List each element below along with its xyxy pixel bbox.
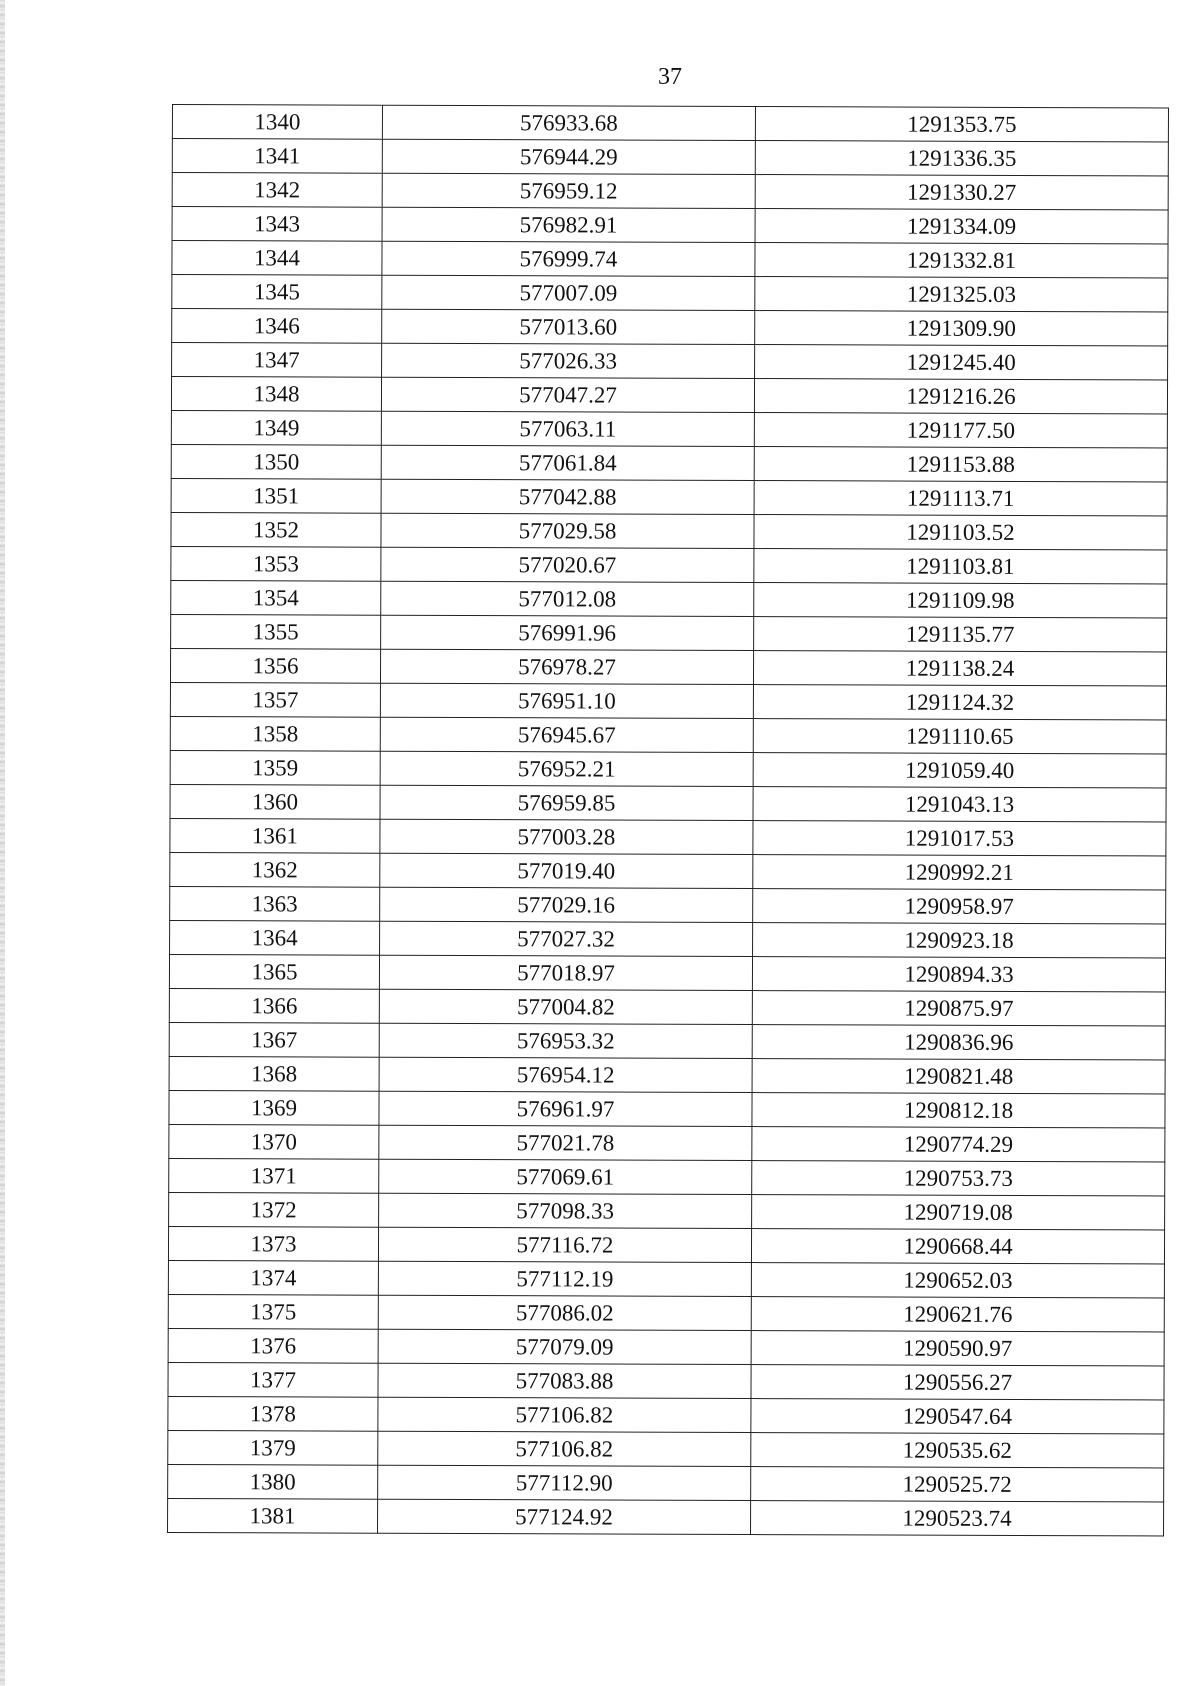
x-coordinate-cell: 577019.40 — [380, 853, 753, 888]
x-coordinate-cell: 577112.90 — [378, 1465, 751, 1500]
x-coordinate-cell: 577012.08 — [381, 581, 754, 616]
point-number-cell: 1378 — [168, 1396, 378, 1431]
point-number-cell: 1358 — [170, 716, 380, 751]
x-coordinate-cell: 576999.74 — [382, 241, 755, 276]
point-number-cell: 1357 — [170, 682, 380, 717]
table-row — [170, 920, 1166, 957]
x-coordinate-cell: 577007.09 — [382, 275, 755, 310]
point-number-cell: 1376 — [168, 1328, 378, 1363]
table-row — [170, 750, 1166, 787]
x-coordinate-cell: 576951.10 — [380, 683, 753, 718]
x-coordinate-cell: 577061.84 — [381, 445, 754, 480]
x-coordinate-cell: 577079.09 — [378, 1329, 751, 1364]
y-coordinate-cell: 1291245.40 — [755, 345, 1168, 380]
table-row — [170, 818, 1166, 855]
y-coordinate-cell: 1291103.52 — [754, 515, 1167, 550]
table-row — [169, 1022, 1165, 1059]
x-coordinate-cell: 577027.32 — [380, 921, 753, 956]
table-row — [169, 1124, 1165, 1161]
y-coordinate-cell: 1290547.64 — [751, 1399, 1164, 1434]
x-coordinate-cell: 577106.82 — [378, 1431, 751, 1466]
table-row — [169, 988, 1165, 1025]
point-number-cell: 1341 — [172, 139, 382, 174]
y-coordinate-cell: 1291177.50 — [754, 413, 1167, 448]
point-number-cell: 1369 — [169, 1090, 379, 1125]
point-number-cell: 1360 — [170, 784, 380, 819]
point-number-cell: 1348 — [171, 377, 381, 412]
x-coordinate-cell: 577013.60 — [382, 309, 755, 344]
y-coordinate-cell: 1291336.35 — [755, 141, 1168, 176]
point-number-cell: 1374 — [168, 1260, 378, 1295]
table-row — [169, 1090, 1165, 1127]
table-row — [168, 1260, 1164, 1297]
point-number-cell: 1355 — [171, 614, 381, 649]
y-coordinate-cell: 1290875.97 — [752, 991, 1165, 1026]
point-number-cell: 1353 — [171, 546, 381, 581]
y-coordinate-cell: 1291332.81 — [755, 243, 1168, 278]
table-row — [169, 1056, 1165, 1093]
y-coordinate-cell: 1290668.44 — [751, 1229, 1164, 1264]
scan-edge — [0, 0, 5, 1686]
point-number-cell: 1344 — [172, 241, 382, 276]
point-number-cell: 1375 — [168, 1294, 378, 1329]
table-row — [168, 1430, 1164, 1467]
x-coordinate-cell: 577124.92 — [378, 1499, 751, 1534]
point-number-cell: 1370 — [169, 1124, 379, 1159]
y-coordinate-cell: 1290923.18 — [753, 923, 1166, 958]
x-coordinate-cell: 576959.85 — [380, 785, 753, 820]
x-coordinate-cell: 576952.21 — [380, 751, 753, 786]
table-row — [172, 343, 1168, 380]
y-coordinate-cell: 1291334.09 — [755, 209, 1168, 244]
table-row — [170, 852, 1166, 889]
table-row — [171, 410, 1167, 447]
point-number-cell: 1361 — [170, 818, 380, 853]
point-number-cell: 1340 — [172, 105, 382, 140]
y-coordinate-cell: 1290753.73 — [752, 1161, 1165, 1196]
x-coordinate-cell: 577106.82 — [378, 1397, 751, 1432]
y-coordinate-cell: 1290523.74 — [751, 1501, 1164, 1536]
table-row — [170, 886, 1166, 923]
point-number-cell: 1346 — [172, 309, 382, 344]
x-coordinate-cell: 577004.82 — [379, 989, 752, 1024]
point-number-cell: 1343 — [172, 207, 382, 242]
x-coordinate-cell: 576945.67 — [380, 717, 753, 752]
y-coordinate-cell: 1291110.65 — [753, 719, 1166, 754]
y-coordinate-cell: 1290812.18 — [752, 1093, 1165, 1128]
table-row — [171, 512, 1167, 549]
x-coordinate-cell: 577069.61 — [379, 1159, 752, 1194]
table-row — [170, 716, 1166, 753]
table-row — [171, 377, 1167, 414]
x-coordinate-cell: 577086.02 — [378, 1295, 751, 1330]
y-coordinate-cell: 1291059.40 — [753, 753, 1166, 788]
table-row — [169, 1192, 1165, 1229]
table-row — [171, 614, 1167, 651]
point-number-cell: 1377 — [168, 1362, 378, 1397]
table-row — [168, 1464, 1164, 1501]
point-number-cell: 1371 — [169, 1158, 379, 1193]
x-coordinate-cell: 577029.58 — [381, 513, 754, 548]
point-number-cell: 1362 — [170, 852, 380, 887]
x-coordinate-cell: 577029.16 — [380, 887, 753, 922]
x-coordinate-cell: 577020.67 — [381, 547, 754, 582]
y-coordinate-cell: 1290525.72 — [751, 1467, 1164, 1502]
point-number-cell: 1351 — [171, 478, 381, 513]
x-coordinate-cell: 577047.27 — [381, 377, 754, 412]
point-number-cell: 1366 — [169, 988, 379, 1023]
table-row — [172, 241, 1168, 278]
x-coordinate-cell: 576978.27 — [380, 649, 753, 684]
table-row — [172, 309, 1168, 346]
table-row — [172, 207, 1168, 244]
table-row — [170, 784, 1166, 821]
y-coordinate-cell: 1291135.77 — [754, 617, 1167, 652]
table-row — [169, 1158, 1165, 1195]
x-coordinate-cell: 576944.29 — [382, 139, 755, 174]
table-row — [168, 1362, 1164, 1399]
point-number-cell: 1368 — [169, 1056, 379, 1091]
table-row — [168, 1498, 1164, 1535]
point-number-cell: 1345 — [172, 275, 382, 310]
point-number-cell: 1363 — [170, 886, 380, 921]
point-number-cell: 1380 — [168, 1464, 378, 1499]
y-coordinate-cell: 1291138.24 — [753, 651, 1166, 686]
x-coordinate-cell: 577042.88 — [381, 479, 754, 514]
point-number-cell: 1359 — [170, 750, 380, 785]
table-row — [171, 444, 1167, 481]
point-number-cell: 1352 — [171, 512, 381, 547]
x-coordinate-cell: 577018.97 — [379, 955, 752, 990]
y-coordinate-cell: 1291109.98 — [754, 583, 1167, 618]
x-coordinate-cell: 577098.33 — [379, 1193, 752, 1228]
y-coordinate-cell: 1291309.90 — [755, 311, 1168, 346]
y-coordinate-cell: 1290774.29 — [752, 1127, 1165, 1162]
coordinate-table — [167, 104, 1169, 1536]
x-coordinate-cell: 577116.72 — [378, 1227, 751, 1262]
x-coordinate-cell: 576982.91 — [382, 207, 755, 242]
table-body — [168, 105, 1169, 1536]
table-row — [171, 478, 1167, 515]
point-number-cell: 1356 — [170, 648, 380, 683]
y-coordinate-cell: 1291153.88 — [754, 447, 1167, 482]
y-coordinate-cell: 1291353.75 — [755, 107, 1168, 142]
y-coordinate-cell: 1290652.03 — [751, 1263, 1164, 1298]
point-number-cell: 1354 — [171, 580, 381, 615]
y-coordinate-cell: 1290621.76 — [751, 1297, 1164, 1332]
y-coordinate-cell: 1291113.71 — [754, 481, 1167, 516]
y-coordinate-cell: 1290958.97 — [753, 889, 1166, 924]
y-coordinate-cell: 1290719.08 — [752, 1195, 1165, 1230]
point-number-cell: 1381 — [168, 1498, 378, 1533]
x-coordinate-cell: 576991.96 — [381, 615, 754, 650]
y-coordinate-cell: 1290821.48 — [752, 1059, 1165, 1094]
x-coordinate-cell: 577026.33 — [382, 343, 755, 378]
y-coordinate-cell: 1291124.32 — [753, 685, 1166, 720]
y-coordinate-cell: 1291325.03 — [755, 277, 1168, 312]
y-coordinate-cell: 1291043.13 — [753, 787, 1166, 822]
y-coordinate-cell: 1291103.81 — [754, 549, 1167, 584]
point-number-cell: 1365 — [169, 954, 379, 989]
point-number-cell: 1379 — [168, 1430, 378, 1465]
y-coordinate-cell: 1290894.33 — [752, 957, 1165, 992]
x-coordinate-cell: 577003.28 — [380, 819, 753, 854]
table-row — [168, 1328, 1164, 1365]
x-coordinate-cell: 576954.12 — [379, 1057, 752, 1092]
x-coordinate-cell: 576953.32 — [379, 1023, 752, 1058]
point-number-cell: 1350 — [171, 444, 381, 479]
y-coordinate-cell: 1291216.26 — [754, 379, 1167, 414]
table-row — [169, 954, 1165, 991]
table-row — [171, 580, 1167, 617]
x-coordinate-cell: 576933.68 — [382, 105, 755, 140]
page-number: 37 — [658, 64, 682, 90]
y-coordinate-cell: 1290836.96 — [752, 1025, 1165, 1060]
y-coordinate-cell: 1290992.21 — [753, 855, 1166, 890]
point-number-cell: 1373 — [168, 1226, 378, 1261]
table-row — [172, 275, 1168, 312]
point-number-cell: 1342 — [172, 173, 382, 208]
table-row — [170, 682, 1166, 719]
table-row — [172, 105, 1168, 142]
point-number-cell: 1372 — [169, 1192, 379, 1227]
y-coordinate-cell: 1290590.97 — [751, 1331, 1164, 1366]
x-coordinate-cell: 577063.11 — [381, 411, 754, 446]
table-row — [172, 139, 1168, 176]
y-coordinate-cell: 1290535.62 — [751, 1433, 1164, 1468]
x-coordinate-cell: 577112.19 — [378, 1261, 751, 1296]
table-row — [168, 1294, 1164, 1331]
table-row — [168, 1396, 1164, 1433]
point-number-cell: 1349 — [171, 410, 381, 445]
x-coordinate-cell: 577083.88 — [378, 1363, 751, 1398]
table-row — [170, 648, 1166, 685]
table-row — [168, 1226, 1164, 1263]
x-coordinate-cell: 576961.97 — [379, 1091, 752, 1126]
table-row — [171, 546, 1167, 583]
x-coordinate-cell: 577021.78 — [379, 1125, 752, 1160]
y-coordinate-cell: 1291017.53 — [753, 821, 1166, 856]
table-row — [172, 173, 1168, 210]
x-coordinate-cell: 576959.12 — [382, 173, 755, 208]
point-number-cell: 1364 — [170, 920, 380, 955]
point-number-cell: 1367 — [169, 1022, 379, 1057]
y-coordinate-cell: 1291330.27 — [755, 175, 1168, 210]
y-coordinate-cell: 1290556.27 — [751, 1365, 1164, 1400]
point-number-cell: 1347 — [172, 343, 382, 378]
